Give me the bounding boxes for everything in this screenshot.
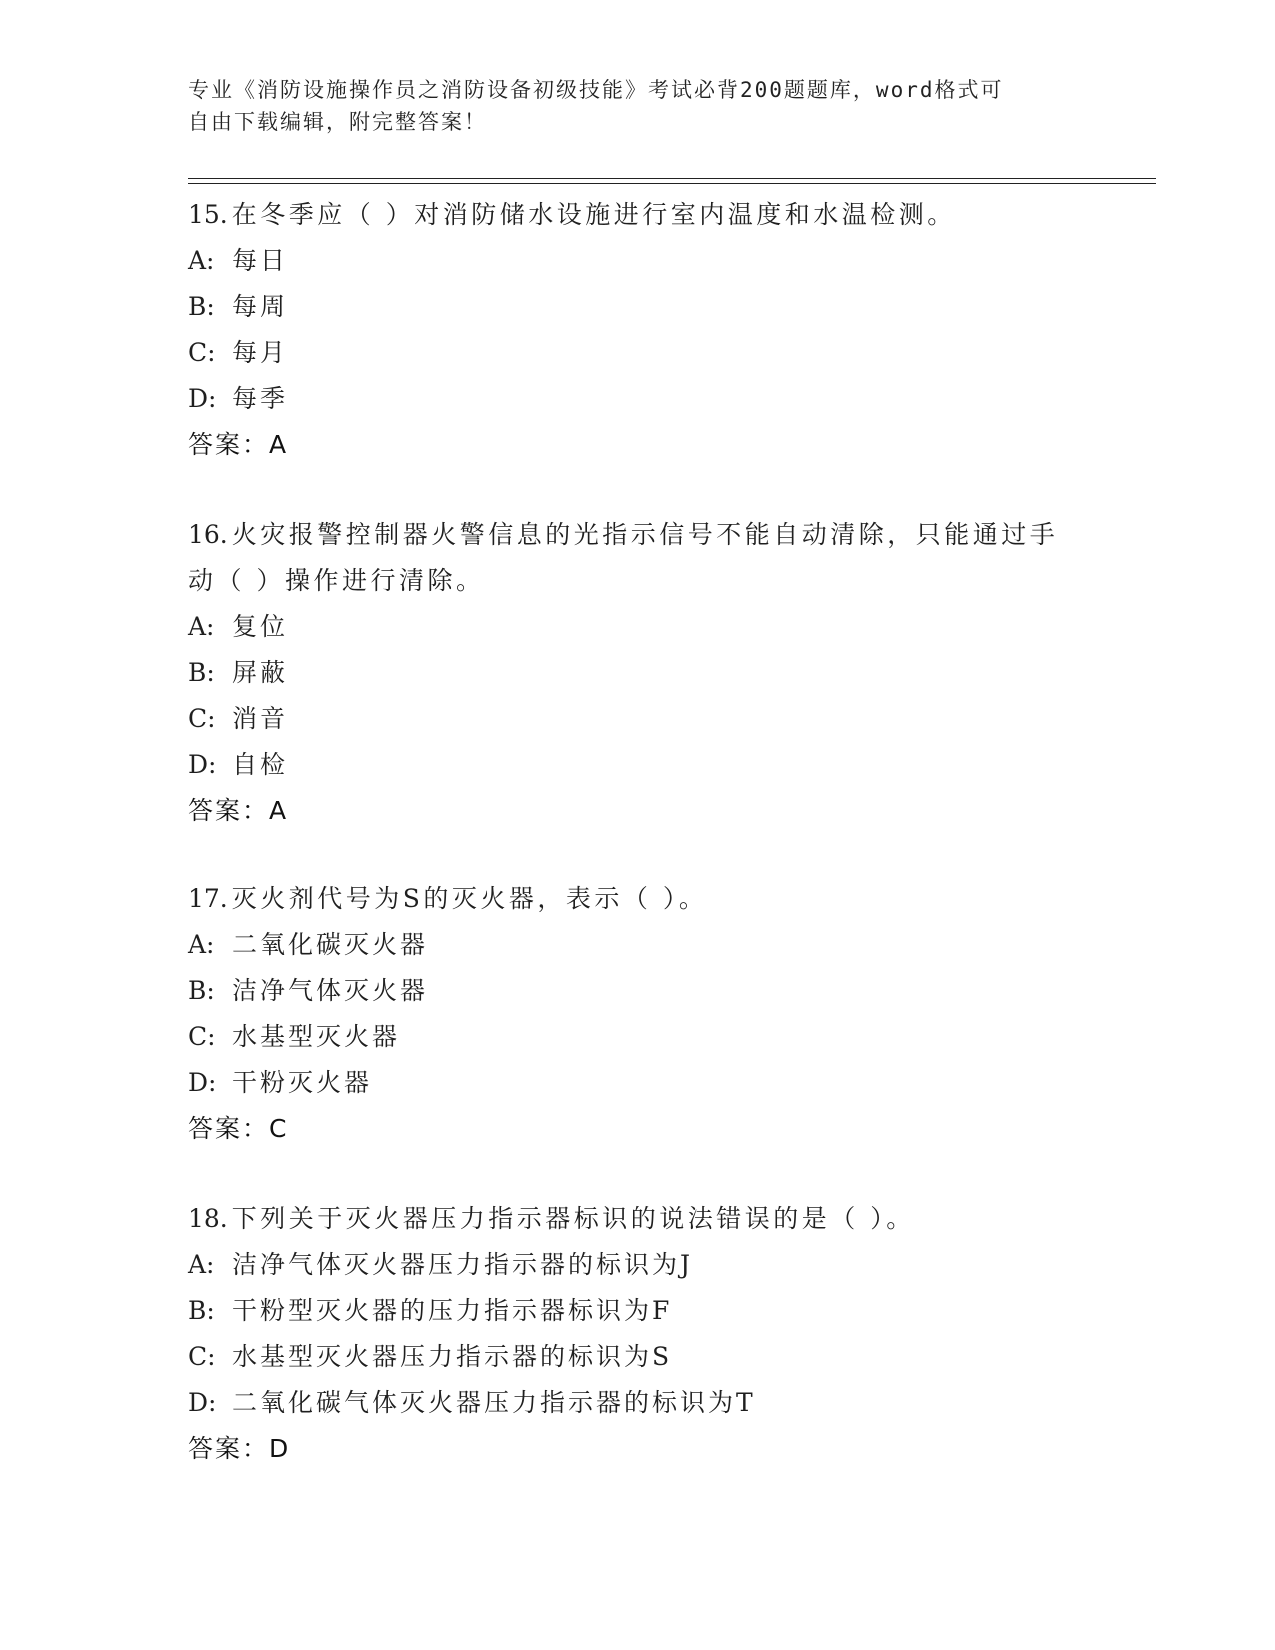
option-key: C: bbox=[188, 338, 216, 367]
option-text: 二氧化碳灭火器 bbox=[232, 930, 429, 959]
question-text: 灭火剂代号为S的灭火器，表示（ ）。 bbox=[231, 884, 708, 913]
option-text: 每周 bbox=[232, 292, 289, 321]
option-key: B: bbox=[188, 976, 215, 1005]
header-line-2: 自由下载编辑，附完整答案！ bbox=[188, 110, 487, 134]
option-c bbox=[188, 1014, 1088, 1060]
answer-line: 答案：C bbox=[188, 1114, 289, 1143]
option-key: D: bbox=[188, 1068, 217, 1097]
option-text: 水基型灭火器 bbox=[232, 1022, 401, 1051]
option-b bbox=[188, 650, 1088, 696]
option-a bbox=[188, 238, 1088, 284]
option-key: D: bbox=[188, 384, 217, 413]
option-a bbox=[188, 922, 1088, 968]
question-text: 在冬季应（ ）对消防储水设施进行室内温度和水温检测。 bbox=[231, 200, 956, 229]
option-d bbox=[188, 1060, 1088, 1106]
question-16 bbox=[188, 512, 1088, 834]
question-stem bbox=[188, 192, 1088, 238]
option-text: 屏蔽 bbox=[232, 658, 289, 687]
question-15 bbox=[188, 192, 1088, 468]
question-number: 17. bbox=[188, 884, 228, 913]
question-text: 下列关于灭火器压力指示器标识的说法错误的是（ ）。 bbox=[231, 1204, 915, 1233]
option-text: 二氧化碳气体灭火器压力指示器的标识为T bbox=[232, 1388, 756, 1417]
option-d bbox=[188, 1380, 1088, 1426]
option-d bbox=[188, 742, 1088, 788]
option-key: A: bbox=[188, 930, 215, 959]
question-number: 18. bbox=[188, 1204, 228, 1233]
option-b bbox=[188, 284, 1088, 330]
option-key: C: bbox=[188, 1022, 216, 1051]
option-text: 每月 bbox=[232, 338, 289, 367]
option-b bbox=[188, 968, 1088, 1014]
option-text: 自检 bbox=[232, 750, 289, 779]
option-text: 水基型灭火器压力指示器的标识为S bbox=[232, 1342, 673, 1371]
option-key: A: bbox=[188, 246, 215, 275]
option-key: A: bbox=[188, 1250, 215, 1279]
option-key: D: bbox=[188, 1388, 217, 1417]
option-text: 每日 bbox=[232, 246, 289, 275]
option-b bbox=[188, 1288, 1088, 1334]
option-text: 消音 bbox=[232, 704, 289, 733]
answer-line: 答案：A bbox=[188, 796, 289, 825]
option-c bbox=[188, 696, 1088, 742]
question-18 bbox=[188, 1196, 1088, 1472]
document-header bbox=[188, 74, 1088, 138]
option-c bbox=[188, 330, 1088, 376]
question-17 bbox=[188, 876, 1088, 1152]
option-key: B: bbox=[188, 658, 215, 687]
option-text: 干粉灭火器 bbox=[232, 1068, 373, 1097]
option-text: 干粉型灭火器的压力指示器标识为F bbox=[232, 1296, 673, 1325]
question-number: 16. bbox=[188, 520, 228, 549]
header-divider-top bbox=[188, 178, 1156, 179]
question-stem-continued: 动（ ）操作进行清除。 bbox=[188, 566, 485, 595]
question-text: 火灾报警控制器火警信息的光指示信号不能自动清除，只能通过手 bbox=[231, 520, 1059, 549]
option-c bbox=[188, 1334, 1088, 1380]
option-key: D: bbox=[188, 750, 217, 779]
option-text: 复位 bbox=[232, 612, 289, 641]
option-a bbox=[188, 604, 1088, 650]
option-a bbox=[188, 1242, 1088, 1288]
option-text: 洁净气体灭火器压力指示器的标识为J bbox=[232, 1250, 694, 1279]
header-divider-bottom bbox=[188, 183, 1156, 184]
answer-line: 答案：A bbox=[188, 430, 289, 459]
option-text: 每季 bbox=[232, 384, 289, 413]
answer-line: 答案：D bbox=[188, 1434, 291, 1463]
header-line-1: 专业《消防设施操作员之消防设备初级技能》考试必背200题题库，word格式可 bbox=[188, 78, 1004, 102]
question-stem bbox=[188, 1196, 1088, 1242]
option-key: C: bbox=[188, 1342, 216, 1371]
option-key: C: bbox=[188, 704, 216, 733]
option-key: B: bbox=[188, 1296, 215, 1325]
option-key: B: bbox=[188, 292, 215, 321]
option-text: 洁净气体灭火器 bbox=[232, 976, 429, 1005]
question-number: 15. bbox=[188, 200, 228, 229]
option-key: A: bbox=[188, 612, 215, 641]
question-stem bbox=[188, 512, 1088, 558]
question-stem bbox=[188, 876, 1088, 922]
option-d bbox=[188, 376, 1088, 422]
